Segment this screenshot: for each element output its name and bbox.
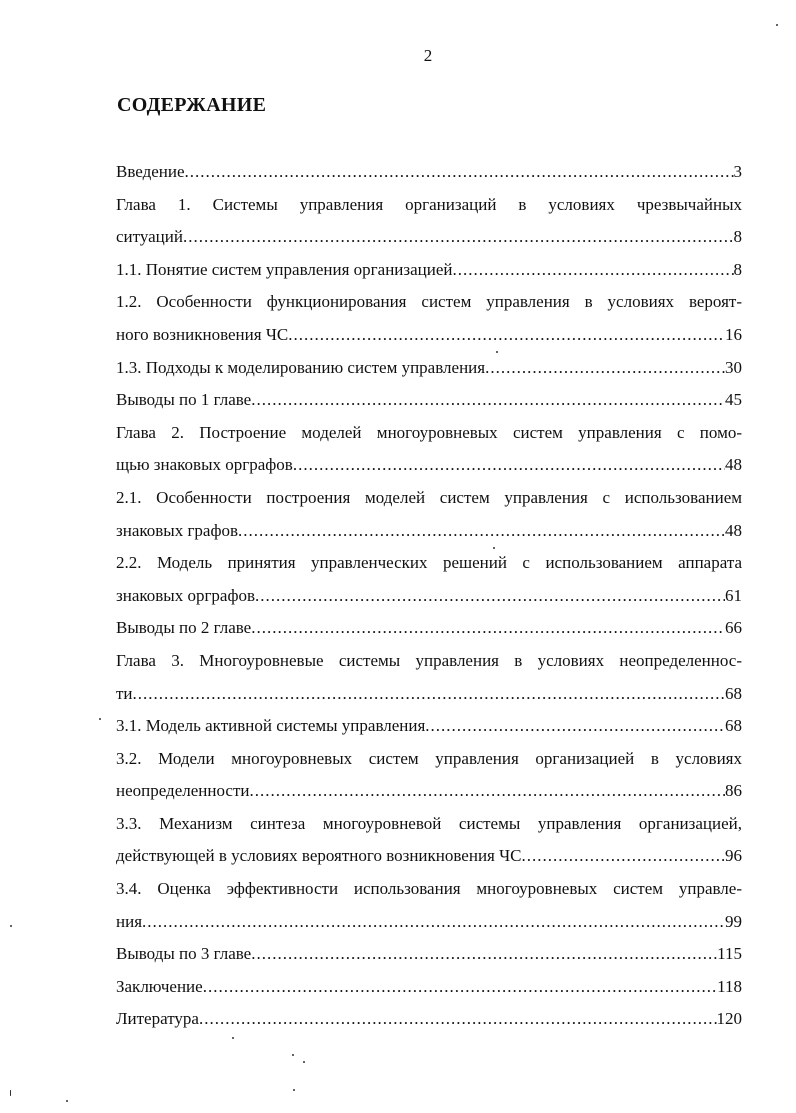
toc-entry-chapter-1-line1: Глава 1. Системы управления организаций в условиях чрезвычайных [116,194,742,214]
scan-speck [292,1054,294,1056]
toc-entry-title: ного возникновения ЧС [116,324,289,344]
toc-entry-title: действующей в условиях вероятного возникновения ЧС [116,846,522,866]
toc-entry-title: 1.3. Подходы к моделированию систем управления [116,357,486,377]
dot-leader [425,710,725,743]
scan-speck [303,1061,305,1063]
toc-entry-title: Литература [116,1009,199,1029]
dot-leader [185,156,734,189]
toc-entry-conclusions-1 [116,384,742,417]
scan-speck [293,1089,295,1091]
toc-entry-3-4 [116,906,742,939]
dot-leader [522,840,726,873]
toc-entry-title: Выводы по 1 главе [116,390,252,410]
dot-leader [293,449,725,482]
toc-entry-2-2-line1: 2.2. Модель принятия управленческих решений с использованием аппарата [116,553,742,573]
toc-entry-title: 1.1. Понятие систем управления организацией [116,259,453,279]
toc-entry-page: 48 [725,520,742,540]
page-number: 2 [423,46,433,65]
toc-entry-1-2 [116,319,742,352]
toc-entry-3-1 [116,710,742,743]
toc-entry-page: 96 [725,846,742,866]
dot-leader [453,254,734,287]
toc-entry-chapter-1 [116,221,742,254]
toc-entry-conclusions-2 [116,612,742,645]
toc-entry-page: 61 [725,585,742,605]
dot-leader [251,612,725,645]
toc-entry-page: 8 [733,227,742,247]
toc-entry-title: неопределенности [116,781,250,801]
dot-leader [203,971,717,1004]
toc-entry-page: 99 [725,911,742,931]
toc-entry-page: 30 [725,357,742,377]
dot-leader [183,221,734,254]
toc-entry-2-2 [116,580,742,613]
toc-entry-title: Введение [116,162,185,181]
toc-entry-title: ти [116,683,133,703]
toc-entry-introduction [116,156,742,189]
toc-entry-2-1-line1: 2.1. Особенности построения моделей систем управления с использованием [116,487,742,507]
scan-speck [99,718,101,720]
toc-entry-title: щью знаковых орграфов [116,455,293,475]
dot-leader [133,678,725,711]
toc-entry-page: 16 [725,324,742,344]
scan-speck [493,547,495,549]
dot-leader [251,384,725,417]
toc-entry-chapter-2 [116,449,742,482]
toc-entry-1-1 [116,254,742,287]
toc-entry-page: 3 [733,162,742,181]
dot-leader [255,580,725,613]
toc-entry-conclusions-3 [116,938,742,971]
toc-entry-title: знаковых орграфов [116,585,256,605]
toc-entry-title: ния [116,911,143,931]
dot-leader [199,1003,717,1036]
toc-entry-page: 45 [725,390,742,410]
scan-speck [776,24,778,26]
dot-leader [249,775,725,808]
scan-speck [10,925,12,927]
scan-speck [66,1100,68,1102]
dot-leader [251,938,717,971]
toc-entry-title: ситуаций [116,227,183,247]
toc-entry-title: знаковых графов [116,520,239,540]
toc-entry-title: Заключение [116,976,203,996]
toc-entry-3-3 [116,840,742,873]
scan-speck [10,1090,11,1096]
scan-speck [496,351,498,353]
scan-speck [232,1037,234,1039]
toc-entry-chapter-3 [116,678,742,711]
toc-entry-page: 120 [716,1009,742,1029]
toc-entry-2-1 [116,515,742,548]
toc-entry-title: Выводы по 2 главе [116,618,252,638]
dot-leader [288,319,725,352]
toc-entry-conclusion [116,971,742,1004]
toc-entry-page: 86 [725,781,742,801]
toc-entry-page: 68 [725,683,742,703]
contents-heading: СОДЕРЖАНИЕ [117,94,267,116]
toc-entry-page: 68 [725,716,742,736]
toc-entry-title: 3.1. Модель активной системы управления [116,716,426,736]
toc-entry-chapter-2-line1: Глава 2. Построение моделей многоуровневых систем управления с помо- [116,422,742,442]
toc-entry-3-2 [116,775,742,808]
toc-entry-page: 66 [725,618,742,638]
toc-entry-3-4-line1: 3.4. Оценка эффективности использования многоуровневых систем управле- [116,879,742,899]
toc-entry-page: 115 [717,944,742,964]
dot-leader [142,906,725,939]
toc-entry-page: 48 [725,455,742,475]
toc-entry-1-2-line1: 1.2. Особенности функционирования систем управления в условиях вероят- [116,292,742,312]
dot-leader [485,352,725,385]
table-of-contents [116,156,742,1036]
toc-entry-1-3 [116,352,742,385]
toc-entry-references [116,1003,742,1036]
toc-entry-page: 8 [733,259,742,279]
toc-entry-3-2-line1: 3.2. Модели многоуровневых систем управления организацией в условиях [116,748,742,768]
toc-entry-chapter-3-line1: Глава 3. Многоуровневые системы управления в условиях неопределеннос- [116,650,742,670]
dot-leader [238,515,725,548]
toc-entry-page: 118 [717,976,742,996]
toc-entry-title: Выводы по 3 главе [116,944,252,964]
toc-entry-3-3-line1: 3.3. Механизм синтеза многоуровневой системы управления организацией, [116,813,742,833]
